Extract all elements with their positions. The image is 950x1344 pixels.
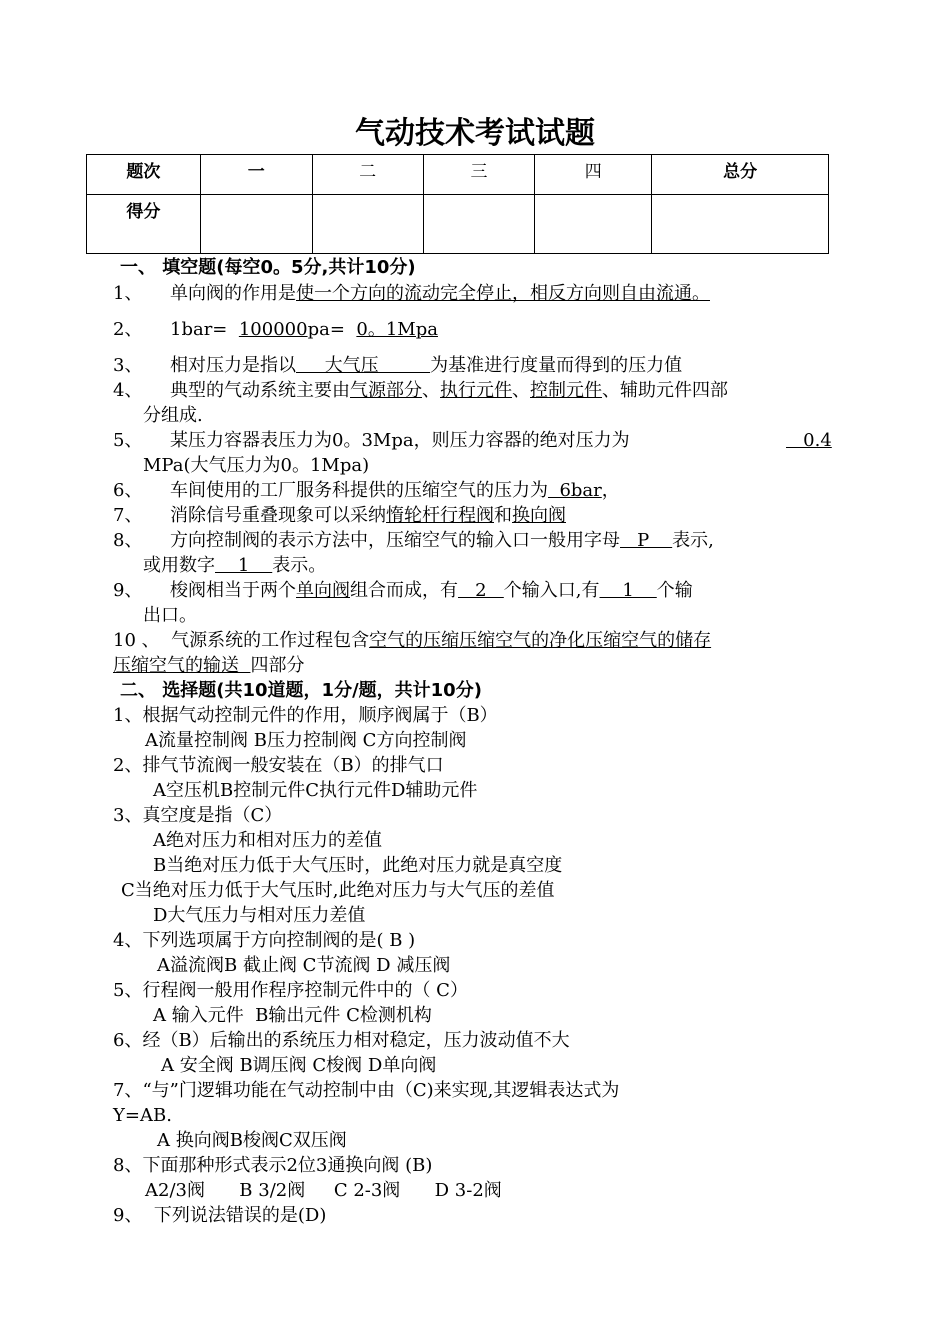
score-table bbox=[86, 154, 829, 254]
mc-line: 8、下面那种形式表示2位3通换向阀 (B) bbox=[113, 1155, 433, 1176]
header-question-no: 题次 bbox=[87, 155, 201, 195]
q10-line2: 压缩空气的输送 四部分 bbox=[113, 655, 305, 676]
q8-number: 8、 bbox=[113, 530, 143, 551]
q7-line: 消除信号重叠现象可以采纳惰轮杆行程阀和换向阀 bbox=[170, 505, 566, 526]
section1-heading: 一、 填空题(每空0。5分,共计10分) bbox=[120, 257, 416, 278]
mc-line: 6、经（B）后输出的系统压力相对稳定，压力波动值不大 bbox=[113, 1030, 570, 1051]
mc-line: Y=AB. bbox=[113, 1105, 172, 1126]
score-cell-4 bbox=[535, 195, 652, 254]
header-part-2: 二 bbox=[312, 155, 423, 195]
mc-line: 9、 下列说法错误的是(D) bbox=[113, 1205, 327, 1226]
mc-line: A空压机B控制元件C执行元件D辅助元件 bbox=[153, 780, 478, 801]
score-cell-3 bbox=[423, 195, 535, 254]
q9-line2: 出口。 bbox=[143, 605, 197, 626]
mc-line: 1、根据气动控制元件的作用，顺序阀属于（B） bbox=[113, 705, 498, 726]
mc-line: 4、下列选项属于方向控制阀的是( B ) bbox=[113, 930, 416, 951]
q2-number: 2、 bbox=[113, 319, 143, 340]
header-part-1: 一 bbox=[200, 155, 312, 195]
q5-line2: MPa(大气压力为0。1Mpa) bbox=[143, 455, 370, 476]
mc-line: 3、真空度是指（C） bbox=[113, 805, 283, 826]
mc-line: B当绝对压力低于大气压时，此绝对压力就是真空度 bbox=[153, 855, 563, 876]
mc-line: 7、“与”门逻辑功能在气动控制中由（C)来实现,其逻辑表达式为 bbox=[113, 1080, 620, 1101]
q9-number: 9、 bbox=[113, 580, 143, 601]
q6-line: 车间使用的工厂服务科提供的压缩空气的压力为 6bar， bbox=[170, 480, 620, 501]
row-score-label: 得分 bbox=[87, 195, 201, 254]
mc-line: A流量控制阀 B压力控制阀 C方向控制阀 bbox=[145, 730, 467, 751]
header-part-3: 三 bbox=[423, 155, 535, 195]
q8-line2: 或用数字 1 表示。 bbox=[143, 555, 327, 576]
mc-line: C当绝对压力低于大气压时,此绝对压力与大气压的差值 bbox=[121, 880, 555, 901]
q3-number: 3、 bbox=[113, 355, 143, 376]
section2-heading: 二、 选择题(共10道题，1分/题，共计10分) bbox=[120, 680, 482, 701]
header-total: 总分 bbox=[652, 155, 829, 195]
q1-line: 单向阀的作用是使一个方向的流动完全停止，相反方向则自由流通。 bbox=[170, 283, 710, 304]
q3-line: 相对压力是指以 大气压 为基准进行度量而得到的压力值 bbox=[170, 355, 683, 376]
q5-answer: 0.4 bbox=[786, 430, 832, 451]
q5-number: 5、 bbox=[113, 430, 143, 451]
q1-answer: 使一个方向的流动完全停止，相反方向则自由流通。 bbox=[296, 283, 710, 304]
mc-line: 5、行程阀一般用作程序控制元件中的（ C） bbox=[113, 980, 468, 1001]
mc-line: 2、排气节流阀一般安装在（B）的排气口 bbox=[113, 755, 444, 776]
q4-number: 4、 bbox=[113, 380, 143, 401]
q1-number: 1、 bbox=[113, 283, 143, 304]
mc-line: D大气压力与相对压力差值 bbox=[153, 905, 366, 926]
mc-line: A2/3阀 B 3/2阀 C 2-3阀 D 3-2阀 bbox=[145, 1180, 502, 1201]
mc-line: A溢流阀B 截止阀 C节流阀 D 减压阀 bbox=[157, 955, 451, 976]
mc-line: A 换向阀B梭阀C双压阀 bbox=[157, 1130, 347, 1151]
mc-line: A绝对压力和相对压力的差值 bbox=[153, 830, 382, 851]
q9-line: 梭阀相当于两个单向阀组合而成，有 2 个输入口,有 1 个输 bbox=[170, 580, 693, 601]
score-cell-total bbox=[652, 195, 829, 254]
score-cell-2 bbox=[312, 195, 423, 254]
exam-title: 气动技术考试试题 bbox=[355, 116, 595, 151]
q4-line: 典型的气动系统主要由气源部分、执行元件、控制元件、辅助元件四部 bbox=[170, 380, 728, 401]
header-part-4: 四 bbox=[535, 155, 652, 195]
q7-number: 7、 bbox=[113, 505, 143, 526]
q2-line: 1bar= 100000pa= 0。1Mpa bbox=[170, 319, 438, 340]
mc-line: A 输入元件 B输出元件 C检测机构 bbox=[153, 1005, 432, 1026]
q5-line: 某压力容器表压力为0。3Mpa，则压力容器的绝对压力为 bbox=[170, 430, 630, 451]
q6-number: 6、 bbox=[113, 480, 143, 501]
q4-line2: 分组成. bbox=[143, 405, 203, 426]
q10-line: 10 、 气源系统的工作过程包含空气的压缩压缩空气的净化压缩空气的储存 bbox=[113, 630, 712, 651]
q8-line: 方向控制阀的表示方法中，压缩空气的输入口一般用字母 P 表示, bbox=[170, 530, 714, 551]
score-cell-1 bbox=[200, 195, 312, 254]
mc-line: A 安全阀 B调压阀 C梭阀 D单向阀 bbox=[161, 1055, 437, 1076]
